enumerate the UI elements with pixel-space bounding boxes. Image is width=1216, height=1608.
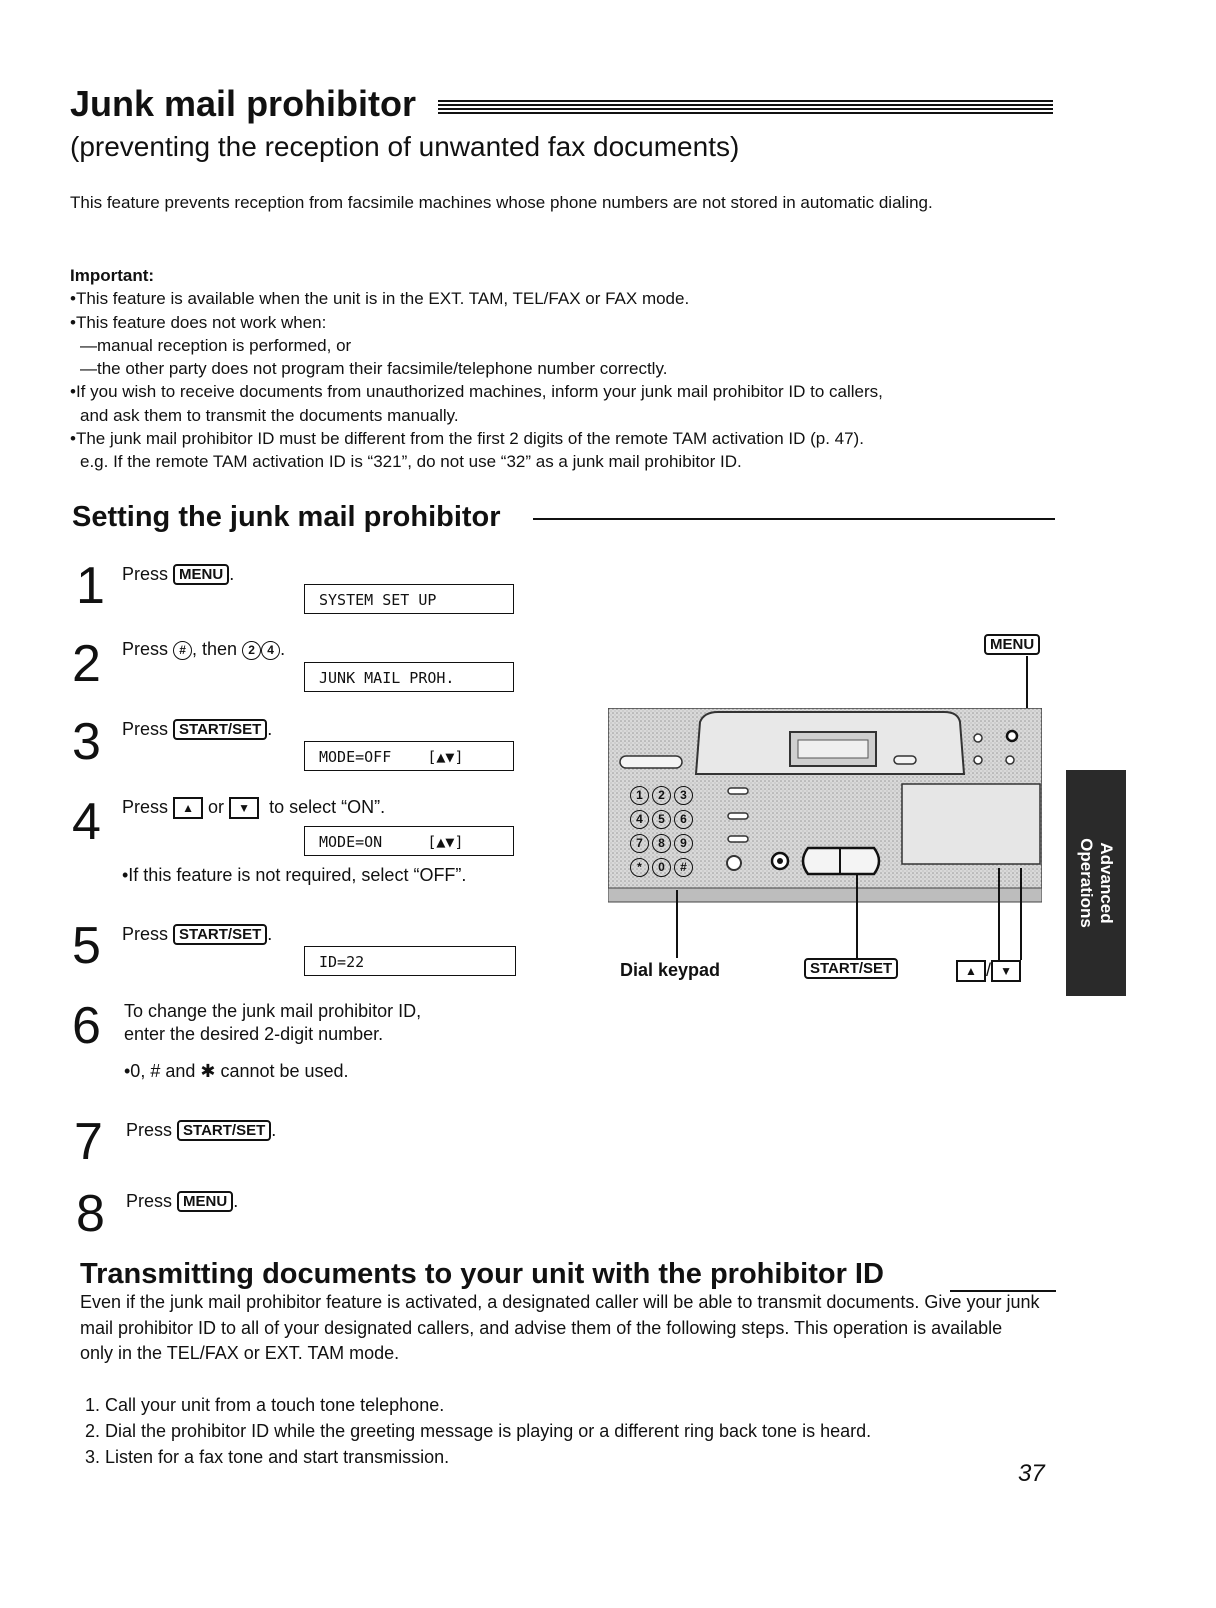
step-number: 4 bbox=[72, 793, 101, 851]
list-item: 3. Listen for a fax tone and start transmission. bbox=[85, 1447, 450, 1467]
lcd-display: SYSTEM SET UP bbox=[304, 584, 514, 614]
important-line: •The junk mail prohibitor ID must be different from the first 2 digits of the remote TAM activation ID (p. 47). bbox=[70, 429, 864, 449]
fax-machine-svg bbox=[608, 708, 1042, 904]
step-number: 8 bbox=[76, 1185, 105, 1243]
step-instruction bbox=[126, 1119, 276, 1142]
step-instruction bbox=[124, 1000, 421, 1046]
keypad-key: # bbox=[674, 858, 693, 877]
important-block bbox=[70, 264, 1050, 474]
lcd-display: MODE=OFF [▲▼] bbox=[304, 741, 514, 771]
step-number: 2 bbox=[72, 635, 101, 693]
keypad-key: 8 bbox=[652, 834, 671, 853]
step-text: To change the junk mail prohibitor ID, bbox=[124, 1001, 422, 1021]
lcd-display: ID=22 bbox=[304, 946, 516, 976]
keypad-key: 9 bbox=[674, 834, 693, 853]
up-arrow-key-icon: ▲ bbox=[956, 960, 986, 982]
keypad-key: 1 bbox=[630, 786, 649, 805]
fax-machine-illustration bbox=[608, 708, 1042, 904]
keypad-key: * bbox=[630, 858, 649, 877]
page-title: Junk mail prohibitor bbox=[70, 83, 417, 124]
step-text: Press bbox=[122, 797, 169, 817]
step-instruction bbox=[122, 563, 234, 586]
side-tab-label bbox=[1076, 838, 1116, 928]
step-text: Press bbox=[126, 1120, 173, 1140]
start-set-key-icon: START/SET bbox=[173, 719, 267, 740]
start-set-key-icon: START/SET bbox=[804, 958, 898, 979]
digit-key-icon: 2 bbox=[242, 641, 261, 660]
step-text: or bbox=[208, 797, 225, 817]
callout-line bbox=[1020, 868, 1022, 960]
step-text: , then bbox=[192, 639, 238, 659]
dial-keypad-label: Dial keypad bbox=[620, 960, 721, 980]
step-text: Press bbox=[122, 639, 169, 659]
diagram-arrow-keys bbox=[956, 960, 1021, 982]
menu-key-icon: MENU bbox=[173, 564, 229, 585]
list-item: 1. Call your unit from a touch tone telephone. bbox=[85, 1395, 445, 1415]
important-line: •If you wish to receive documents from unauthorized machines, inform your junk mail prohibitor ID to callers, bbox=[70, 382, 883, 402]
up-arrow-key-icon: ▲ bbox=[173, 797, 203, 819]
side-tab-line: Advanced bbox=[1097, 842, 1116, 924]
step-text: enter the desired 2-digit number. bbox=[124, 1024, 384, 1044]
step-text: . bbox=[271, 1120, 277, 1140]
start-set-key-icon: START/SET bbox=[177, 1120, 271, 1141]
title-rule bbox=[438, 100, 1053, 114]
step-text: . bbox=[267, 719, 273, 739]
hash-key-icon: # bbox=[173, 641, 192, 660]
lcd-display: MODE=ON [▲▼] bbox=[304, 826, 514, 856]
important-line: —the other party does not program their facsimile/telephone number correctly. bbox=[80, 359, 668, 379]
important-line: •This feature is available when the unit is in the EXT. TAM, TEL/FAX or FAX mode. bbox=[70, 289, 690, 309]
section-rule bbox=[533, 518, 1055, 520]
list-item: 2. Dial the prohibitor ID while the greeting message is playing or a different ring back tone is heard. bbox=[85, 1421, 872, 1441]
transmitting-paragraph: Even if the junk mail prohibitor feature is activated, a designated caller will be able to transmit documents. Give your junk mail prohibitor ID to all of your designated callers, and advise them of the following steps. This operation is available only in the TEL/FAX or EXT. TAM mode. bbox=[80, 1292, 1040, 1363]
slash-text: / bbox=[986, 960, 992, 980]
step-note: •If this feature is not required, select “OFF”. bbox=[122, 865, 467, 885]
important-line: •This feature does not work when: bbox=[70, 312, 327, 332]
keypad-key: 0 bbox=[652, 858, 671, 877]
step-text: Press bbox=[126, 1191, 173, 1211]
keypad-key: 4 bbox=[630, 810, 649, 829]
start-set-key-icon: START/SET bbox=[173, 924, 267, 945]
callout-line bbox=[998, 868, 1000, 960]
step-instruction bbox=[122, 796, 385, 819]
step-instruction bbox=[122, 718, 272, 741]
step-instruction bbox=[122, 923, 272, 946]
side-tab-advanced-operations bbox=[1066, 770, 1126, 996]
diagram-menu-label bbox=[984, 634, 1040, 655]
step-number: 1 bbox=[76, 557, 105, 615]
side-tab-line: Operations bbox=[1077, 838, 1096, 928]
step-instruction bbox=[126, 1190, 238, 1213]
section-heading-setting: Setting the junk mail prohibitor bbox=[72, 501, 501, 533]
digit-key-icon: 4 bbox=[261, 641, 280, 660]
step-number: 5 bbox=[72, 917, 101, 975]
step-number: 7 bbox=[74, 1113, 103, 1171]
intro-paragraph: This feature prevents reception from facsimile machines whose phone numbers are not stored in automatic dialing. bbox=[70, 193, 933, 212]
step-text: Press bbox=[122, 564, 169, 584]
step-text: . bbox=[280, 639, 286, 659]
callout-line bbox=[676, 890, 678, 958]
keypad-key: 6 bbox=[674, 810, 693, 829]
important-line: —manual reception is performed, or bbox=[80, 335, 352, 355]
callout-line bbox=[856, 874, 858, 960]
step-text: . bbox=[233, 1191, 239, 1211]
step-text: Press bbox=[122, 719, 169, 739]
section-heading-transmitting: Transmitting documents to your unit with the prohibitor ID bbox=[80, 1258, 884, 1290]
page-number: 37 bbox=[1018, 1460, 1045, 1487]
step-number: 6 bbox=[72, 997, 101, 1055]
keypad-key: 2 bbox=[652, 786, 671, 805]
keypad-key: 5 bbox=[652, 810, 671, 829]
step-text: Press bbox=[122, 924, 169, 944]
important-line: e.g. If the remote TAM activation ID is “321”, do not use “32” as a junk mail prohibitor ID. bbox=[80, 452, 742, 472]
page-subtitle: (preventing the reception of unwanted fax documents) bbox=[70, 131, 740, 162]
step-number: 3 bbox=[72, 713, 101, 771]
transmit-steps-list bbox=[85, 1392, 985, 1470]
important-heading: Important: bbox=[70, 266, 155, 285]
down-arrow-key-icon: ▼ bbox=[229, 797, 259, 819]
step-instruction bbox=[122, 638, 285, 661]
step-text: . bbox=[229, 564, 235, 584]
step-text: to select “ON”. bbox=[269, 797, 386, 817]
step-text: . bbox=[267, 924, 273, 944]
menu-key-icon: MENU bbox=[984, 634, 1040, 655]
step-note: •0, # and ✱ cannot be used. bbox=[124, 1061, 349, 1081]
menu-key-icon: MENU bbox=[177, 1191, 233, 1212]
keypad-key: 3 bbox=[674, 786, 693, 805]
keypad-key: 7 bbox=[630, 834, 649, 853]
important-line: and ask them to transmit the documents manually. bbox=[80, 405, 459, 425]
lcd-display: JUNK MAIL PROH. bbox=[304, 662, 514, 692]
down-arrow-key-icon: ▼ bbox=[991, 960, 1021, 982]
diagram-start-set-label bbox=[804, 958, 898, 979]
